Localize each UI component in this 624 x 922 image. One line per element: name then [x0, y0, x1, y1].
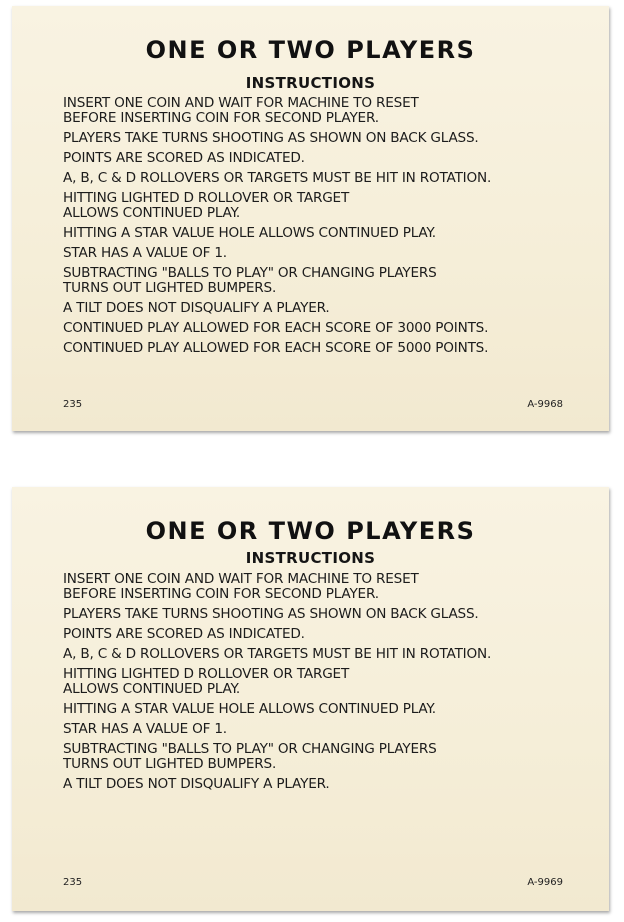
card-subtitle: INSTRUCTIONS	[245, 549, 376, 567]
instruction-line: STAR HAS A VALUE OF 1.	[63, 721, 227, 737]
instruction-line: HITTING LIGHTED D ROLLOVER OR TARGET ALLOWS CONTINUED PLAY.	[63, 666, 350, 697]
part-number: A-9969	[527, 877, 563, 888]
instruction-line: A, B, C & D ROLLOVERS OR TARGETS MUST BE HIT IN ROTATION.	[63, 170, 492, 186]
instruction-line: CONTINUED PLAY ALLOWED FOR EACH SCORE OF 3000 POINTS.	[63, 320, 489, 336]
card-title: ONE OR TWO PLAYERS	[145, 36, 476, 64]
instruction-line: POINTS ARE SCORED AS INDICATED.	[63, 150, 305, 166]
card-number: 235	[63, 399, 83, 410]
instruction-line: A TILT DOES NOT DISQUALIFY A PLAYER.	[63, 300, 330, 316]
instruction-line: SUBTRACTING "BALLS TO PLAY" OR CHANGING PLAYERS TURNS OUT LIGHTED BUMPERS.	[63, 265, 437, 296]
instruction-line: STAR HAS A VALUE OF 1.	[63, 245, 227, 261]
instruction-line: PLAYERS TAKE TURNS SHOOTING AS SHOWN ON BACK GLASS.	[63, 130, 479, 146]
card-number: 235	[63, 877, 83, 888]
instruction-line: INSERT ONE COIN AND WAIT FOR MACHINE TO RESET BEFORE INSERTING COIN FOR SECOND PLAYER.	[63, 95, 419, 126]
instruction-line: HITTING A STAR VALUE HOLE ALLOWS CONTINUED PLAY.	[63, 701, 436, 717]
instruction-card-1	[12, 6, 609, 431]
instruction-line: PLAYERS TAKE TURNS SHOOTING AS SHOWN ON BACK GLASS.	[63, 606, 479, 622]
instruction-list	[63, 572, 601, 797]
instruction-line: HITTING A STAR VALUE HOLE ALLOWS CONTINUED PLAY.	[63, 225, 436, 241]
instruction-line: POINTS ARE SCORED AS INDICATED.	[63, 626, 305, 642]
card-title: ONE OR TWO PLAYERS	[145, 517, 476, 545]
part-number: A-9968	[527, 399, 563, 410]
instruction-card-2	[12, 487, 609, 911]
instruction-line: CONTINUED PLAY ALLOWED FOR EACH SCORE OF 5000 POINTS.	[63, 340, 489, 356]
instruction-line: INSERT ONE COIN AND WAIT FOR MACHINE TO RESET BEFORE INSERTING COIN FOR SECOND PLAYER.	[63, 571, 419, 602]
instruction-line: A TILT DOES NOT DISQUALIFY A PLAYER.	[63, 776, 330, 792]
instruction-line: HITTING LIGHTED D ROLLOVER OR TARGET ALLOWS CONTINUED PLAY.	[63, 190, 350, 221]
instruction-line: SUBTRACTING "BALLS TO PLAY" OR CHANGING PLAYERS TURNS OUT LIGHTED BUMPERS.	[63, 741, 437, 772]
instruction-list	[63, 96, 601, 361]
instruction-line: A, B, C & D ROLLOVERS OR TARGETS MUST BE HIT IN ROTATION.	[63, 646, 492, 662]
card-subtitle: INSTRUCTIONS	[245, 74, 376, 92]
